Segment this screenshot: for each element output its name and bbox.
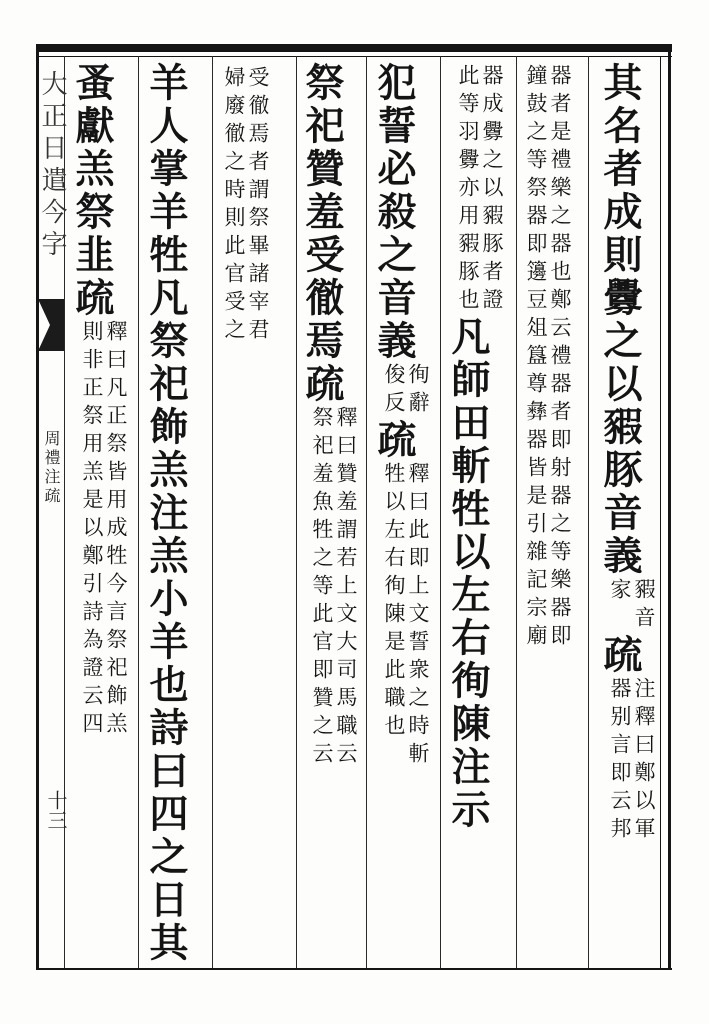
top-border (36, 44, 672, 52)
annotation-pair (608, 578, 656, 634)
main-text: 其名者成則釁之以豭豚音義 (597, 62, 643, 578)
annotation-pair (456, 64, 504, 316)
annotation-pair (222, 66, 270, 346)
column-rule (588, 56, 589, 968)
annotation-line: 釋曰凡正祭皆用成牲今言祭祀飾羔 (104, 320, 128, 740)
main-text: 祭祀贊羞受徹焉疏 (299, 62, 345, 406)
column-rule (366, 56, 367, 968)
annotation-pair (524, 64, 572, 652)
annotation-line: 注釋曰鄭以軍 (632, 677, 656, 845)
annotation-line: 器成釁之以豭豚者證 (480, 64, 504, 316)
annotation-line: 釋曰此即上文誓衆之時斬 (406, 462, 430, 770)
right-inner-border (660, 56, 661, 968)
annotation-line: 器别言即云邦 (608, 677, 632, 845)
text-column (143, 62, 189, 967)
main-text: 蚤獻羔祭韭疏 (69, 62, 115, 320)
edge-text: 大正日遣今字 (37, 70, 67, 262)
main-text: 疏 (371, 419, 417, 462)
main-text: 疏 (597, 634, 643, 677)
page-number: 十三 (44, 790, 68, 830)
column-rule (440, 56, 441, 968)
fish-tail-mark-icon (36, 295, 66, 355)
top-inner-border (36, 56, 672, 57)
annotation-line: 牲以左右徇陳是此職也 (382, 462, 406, 742)
book-title: 周禮注疏 (42, 430, 61, 506)
annotation-line: 祭祀羞魚牲之等此官即贊之云 (310, 406, 334, 770)
column-rule (516, 56, 517, 968)
annotation-line: 徇辭 (406, 363, 430, 419)
text-column (371, 62, 430, 967)
right-border (668, 44, 671, 970)
annotation-line: 婦廢徹之時則此官受之 (222, 66, 246, 346)
text-column (222, 66, 270, 971)
annotation-pair (310, 406, 358, 770)
bottom-border (36, 968, 672, 970)
annotation-line: 家 (608, 578, 632, 606)
annotation-line: 此等羽釁亦用豭豚也 (456, 64, 480, 316)
annotation-pair (382, 462, 430, 770)
text-column (299, 62, 358, 967)
annotation-line: 受徹焉者謂祭畢諸宰君 (246, 66, 270, 346)
main-text: 凡師田斬牲以左右徇陳注示 (445, 316, 491, 832)
annotation-pair (608, 677, 656, 845)
annotation-pair (80, 320, 128, 740)
annotation-line: 器者是禮樂之器也鄭云禮器者即射器之等樂器即 (548, 64, 572, 652)
column-rule (296, 56, 297, 968)
annotation-line: 俊反 (382, 363, 406, 419)
column-rule (212, 56, 213, 968)
column-rule (138, 56, 139, 968)
text-column (524, 64, 572, 969)
text-column (597, 62, 656, 967)
annotation-pair (382, 363, 430, 419)
annotation-line: 釋曰贊羞謂若上文大司馬職云 (334, 406, 358, 770)
text-column (445, 64, 504, 969)
annotation-line: 鐘鼓之等祭器即籩豆俎簋尊彝器皆是引雜記宗廟 (524, 64, 548, 652)
annotation-line: 則非正祭用羔是以鄭引詩為證云四 (80, 320, 104, 740)
main-text: 犯誓必殺之音義 (371, 62, 417, 363)
text-column (69, 62, 128, 967)
annotation-line: 豭音 (632, 578, 656, 634)
main-text: 羊人掌羊牲凡祭祀飾羔注羔小羊也詩曰四之日其 (143, 62, 189, 965)
